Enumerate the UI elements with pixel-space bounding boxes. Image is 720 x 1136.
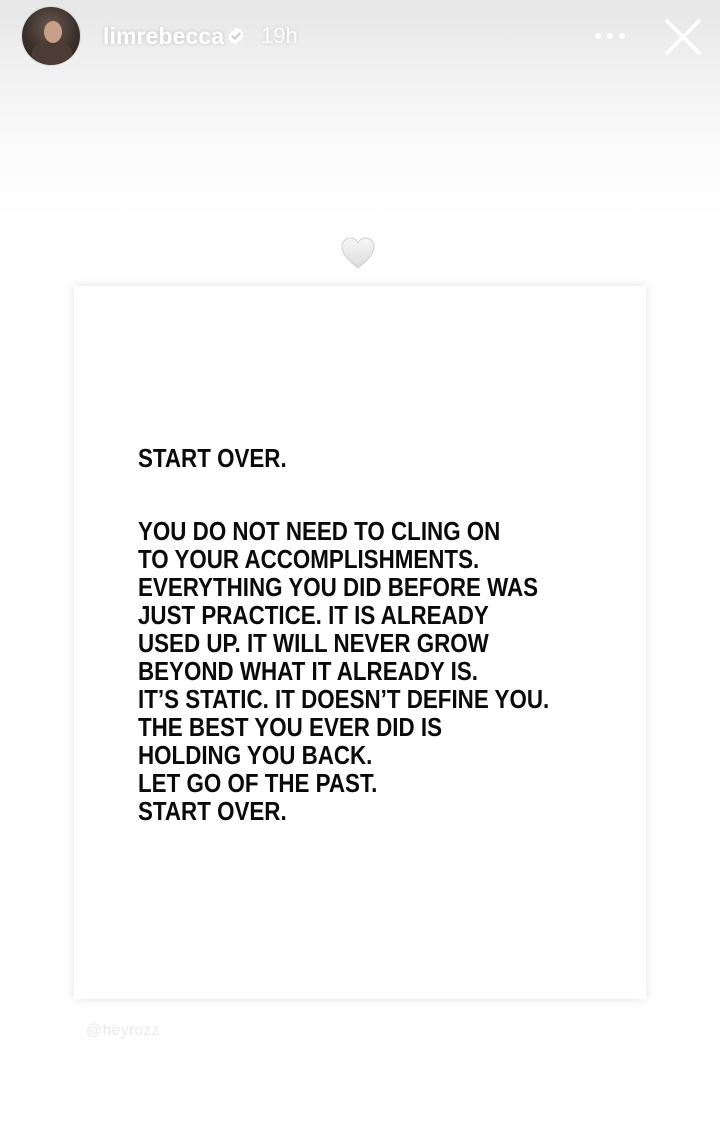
- quote-line: THE BEST YOU EVER DID IS: [138, 712, 442, 742]
- avatar[interactable]: [22, 7, 80, 65]
- quote-line: LET GO OF THE PAST.: [138, 768, 378, 798]
- quote-line: TO YOUR ACCOMPLISHMENTS.: [138, 544, 480, 574]
- watermark-handle: @heyrozz: [86, 1022, 160, 1039]
- quote-line: IT’S STATIC. IT DOESN’T DEFINE YOU.: [138, 684, 550, 714]
- quote-line: EVERYTHING YOU DID BEFORE WAS: [138, 572, 539, 602]
- more-horizontal-icon[interactable]: [592, 20, 628, 52]
- quote-line: JUST PRACTICE. IT IS ALREADY: [138, 600, 489, 630]
- quote-line: YOU DO NOT NEED TO CLING ON: [138, 516, 501, 546]
- story-header: [0, 0, 720, 72]
- quote-title: START OVER.: [138, 443, 287, 473]
- avatar-figure: [32, 41, 72, 65]
- quote-line: USED UP. IT WILL NEVER GROW: [138, 628, 489, 658]
- username-link[interactable]: limrebecca: [103, 23, 225, 49]
- post-time: 19h: [261, 23, 298, 48]
- quote-line: BEYOND WHAT IT ALREADY IS.: [138, 656, 478, 686]
- quote-body: [138, 517, 616, 825]
- avatar-face: [44, 21, 62, 43]
- verified-badge-icon: [226, 26, 246, 46]
- quote-card: [74, 286, 646, 999]
- quote-line: START OVER.: [138, 796, 287, 826]
- white-heart-icon: [340, 236, 376, 270]
- quote-line: HOLDING YOU BACK.: [138, 740, 373, 770]
- close-icon[interactable]: [662, 16, 704, 58]
